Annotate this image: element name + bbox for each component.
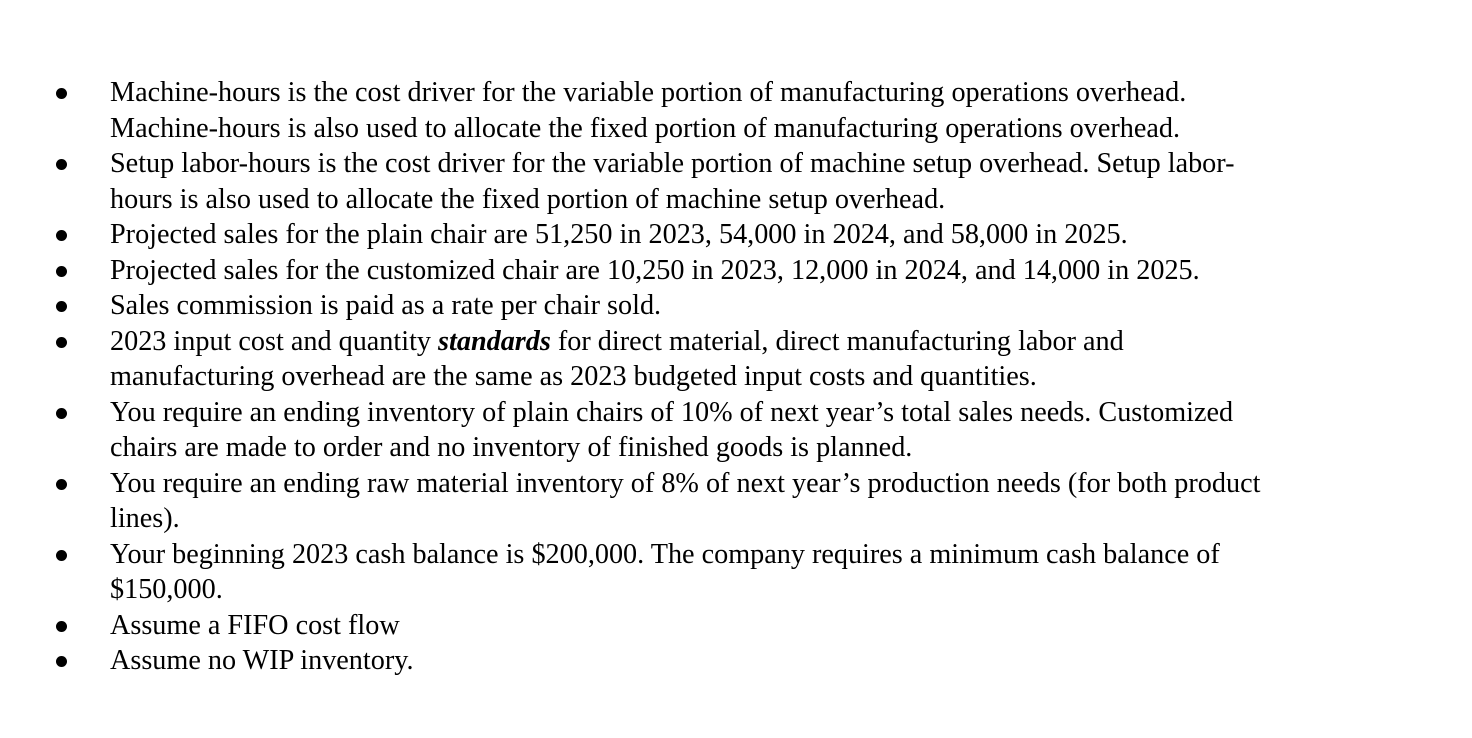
bullet-item-setup-labor-hours: [0, 146, 1360, 217]
bullet-text-line: chairs are made to order and no inventory of finished goods is planned.: [110, 432, 913, 463]
bullet-item-plain-chair-sales: [0, 217, 1360, 253]
bullet-item-sales-commission: [0, 288, 1360, 324]
bullet-icon: [56, 266, 67, 277]
bullet-text-line: Projected sales for the plain chair are 51,250 in 2023, 54,000 in 2024, and 58,000 in 2025.: [110, 219, 1128, 250]
bullet-item-customized-chair-sales: [0, 253, 1360, 289]
bullet-item-raw-material-inventory: [0, 466, 1360, 537]
bullet-icon: [56, 656, 67, 667]
bullet-text-line: Sales commission is paid as a rate per chair sold.: [110, 290, 662, 321]
bullet-text-line: manufacturing overhead are the same as 2023 budgeted input costs and quantities.: [110, 361, 1037, 392]
bullet-icon: [56, 230, 67, 241]
bullet-icon: [56, 337, 67, 348]
bullet-text-line: lines).: [110, 503, 180, 534]
bullet-icon: [56, 621, 67, 632]
bullet-item-cash-balance: [0, 537, 1360, 608]
emphasized-term: standards: [438, 325, 551, 357]
bullet-icon: [56, 550, 67, 561]
bullet-text-line: hours is also used to allocate the fixed portion of machine setup overhead.: [110, 183, 946, 215]
bullet-text-line: $150,000.: [110, 574, 223, 605]
bullet-icon: [56, 159, 67, 170]
bullet-text-line: Projected sales for the customized chair are 10,250 in 2023, 12,000 in 2024, and 14,000 in 2025.: [110, 254, 1200, 286]
bullet-icon: [56, 301, 67, 312]
document-body: [0, 75, 1472, 679]
bullet-item-machine-hours: [0, 75, 1360, 146]
bullet-text-line: Machine-hours is the cost driver for the variable portion of manufacturing operations overhead.: [110, 77, 1187, 108]
text-segment: for direct material, direct manufacturing labor and: [550, 325, 1124, 357]
bullet-text-line: [110, 324, 1360, 360]
bullet-text-line: Assume a FIFO cost flow: [110, 609, 400, 641]
bullet-text-line: You require an ending raw material inventory of 8% of next year’s production needs (for both product: [110, 467, 1261, 499]
bullet-item-ending-inventory-plain-chairs: [0, 395, 1360, 466]
bullet-item-fifo: [0, 608, 1360, 644]
bullet-text-line: Machine-hours is also used to allocate the fixed portion of manufacturing operations overhead.: [110, 112, 1181, 144]
bullet-icon: [56, 479, 67, 490]
text-segment: 2023 input cost and quantity: [110, 325, 439, 357]
bullet-icon: [56, 408, 67, 419]
bullet-text-line: Assume no WIP inventory.: [110, 645, 414, 676]
bullet-text-line: Setup labor-hours is the cost driver for the variable portion of machine setup overhead. Setup labor-: [110, 148, 1235, 179]
bullet-text-line: You require an ending inventory of plain chairs of 10% of next year’s total sales needs. Customized: [110, 396, 1234, 428]
bullet-icon: [56, 88, 67, 99]
bullet-item-no-wip: [0, 643, 1360, 679]
bullet-item-input-standards: [0, 324, 1360, 395]
bullet-text-line: Your beginning 2023 cash balance is $200,000. The company requires a minimum cash balance of: [110, 538, 1220, 570]
bullet-list: [0, 75, 1472, 679]
